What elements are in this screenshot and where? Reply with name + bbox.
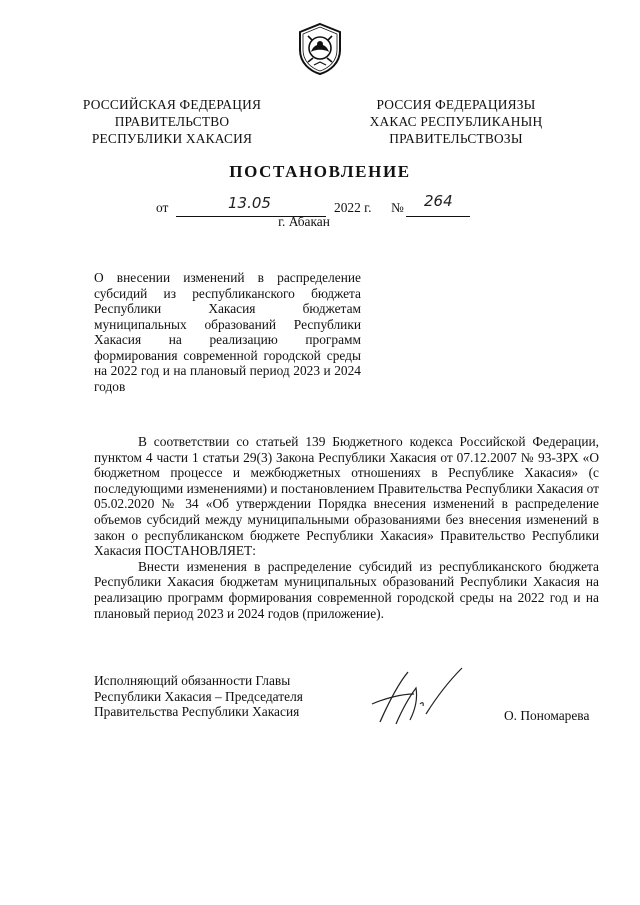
header-right-line: РОССИЯ ФЕДЕРАЦИЯЗЫ xyxy=(376,97,536,112)
handwritten-number: 264 xyxy=(424,192,453,210)
signer-position-line: Правительства Республики Хакасия xyxy=(94,704,300,719)
body-paragraph: В соответствии со статьей 139 Бюджетного кодекса Российской Федерации, пунктом 4 части 1 статьи 29(3) Закона Республики Хакасия от 07.12.2007 № 93-ЗРХ «О бюджетном процессе и межбюджетных отношениях в Республике Хакасия» (с последующими изменениями) и постановлением Правительства Республики Хакасия от 05.02.2020 № 34 «Об утверждении Порядка внесения изменений в распределение объемов субсидий между муниципальными образованиями без внесения изменений в закон о республиканском бюджете Республики Хакасия» Правительство Республики Хакасия ПОСТАНОВЛЯЕТ: xyxy=(94,434,599,559)
number-prefix: № xyxy=(391,200,404,215)
document-type-title: ПОСТАНОВЛЕНИЕ xyxy=(229,162,411,181)
header-left-line: РОССИЙСКАЯ ФЕДЕРАЦИЯ xyxy=(82,97,262,112)
header-right-line: ХАКАС РЕСПУБЛИКАНЫҢ xyxy=(369,114,543,129)
signer-position-line: Исполняющий обязанности Главы xyxy=(94,673,291,688)
date-prefix: от xyxy=(156,200,169,215)
year-text: 2022 г. xyxy=(334,200,372,215)
signer-position xyxy=(94,673,354,720)
header-left-block xyxy=(72,96,272,147)
header-right-block xyxy=(356,96,556,147)
handwritten-signature xyxy=(368,664,466,730)
signer-position-line: Республики Хакасия – Председателя xyxy=(94,688,303,704)
body-paragraph: Внести изменения в распределение субсидий из республиканского бюджета Республики Хакасия бюджетам муниципальных образований Республики Хакасия на реализацию программ формирования современной городской среды на 2022 год и на плановый период 2023 и 2024 годов (приложение). xyxy=(94,558,599,621)
header-left-line: ПРАВИТЕЛЬСТВО xyxy=(114,114,230,129)
header-right-line: ПРАВИТЕЛЬСТВОЗЫ xyxy=(389,131,523,146)
number-underline xyxy=(406,216,470,217)
header-left-line: РЕСПУБЛИКИ ХАКАСИЯ xyxy=(91,131,253,146)
signer-name: О. Пономарева xyxy=(504,708,590,723)
document-body xyxy=(94,434,599,621)
coat-of-arms-icon xyxy=(294,22,346,76)
city-name: г. Абакан xyxy=(278,214,330,229)
document-subject: О внесении изменений в распределение субсидий из республиканского бюджета Республики Хакасия бюджетам муниципальных образований Республики Хакасия на реализацию программ формирования современной городской среды на 2022 год и на плановый период 2023 и 2024 годов xyxy=(94,270,361,394)
handwritten-date: 13.05 xyxy=(228,194,271,212)
